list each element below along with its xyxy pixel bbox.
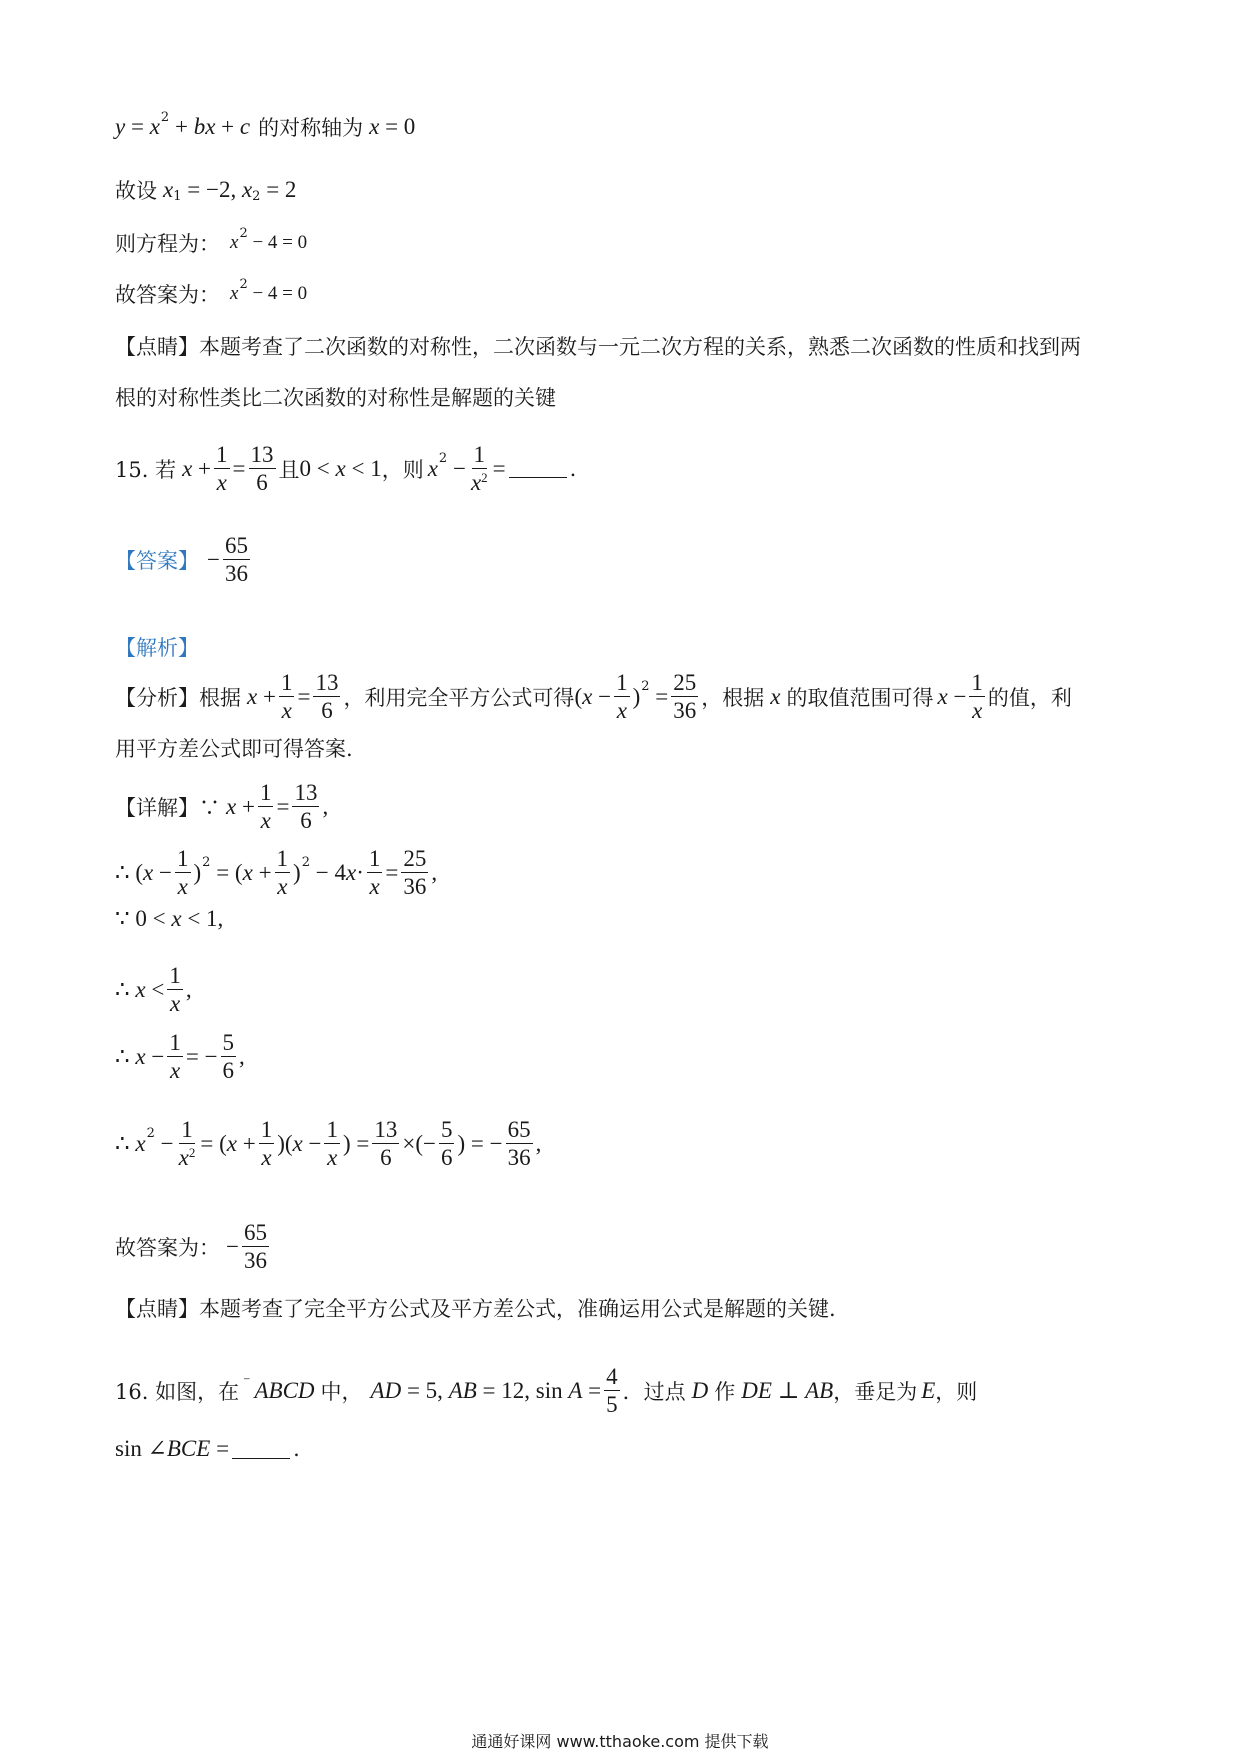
- question-15: 15. 若 x + $\frac{1}{x}$ = $\frac{13}{6}$ 且 0 < x < 1 ，则 x 2 − $\frac{1}{x^2}$ = .: [115, 442, 577, 496]
- answer-tag: 【答案】: [115, 548, 199, 573]
- line-assume-roots: 故设 x 1 = −2, x 2 = 2: [115, 177, 297, 204]
- line-symmetry-axis: y = x 2 + bx + c 的对称轴为 x = 0: [115, 109, 416, 140]
- text: 的对称轴为: [258, 116, 364, 140]
- fenxi-line2: 用平方差公式即可得答案.: [115, 737, 353, 761]
- answer-15: 【答案】 − $\frac{65}{36}$: [115, 533, 248, 587]
- question-number: 15. 若: [115, 457, 177, 482]
- line-answer-prev: 故答案为： x 2 − 4 = 0: [115, 276, 308, 307]
- question-16-line2: sin ∠ BCE = .: [115, 1436, 300, 1461]
- final-answer-15: 故答案为： − $\frac{65}{36}$: [115, 1220, 267, 1274]
- dianjing-15: 【点睛】本题考查了完全平方公式及平方差公式，准确运用公式是解题的关键.: [115, 1297, 836, 1321]
- detail-step-3: ∵ 0 < x < 1,: [115, 906, 224, 931]
- detail-step-2: ∴ ( x − $\frac{1}{x}$ ) 2 = ( x + $\frac{1}{x}$ ) 2 − 4 x · $\frac{1}{x}$ = $\frac{25}{36}$ ,: [115, 846, 438, 900]
- dianjing-14-line1: 【点睛】本题考查了二次函数的对称性，二次函数与一元二次方程的关系，熟悉二次函数的性质和找到两: [115, 335, 1081, 359]
- footer-watermark: 通通好课网 www.tthaoke.com 提供下载: [471, 1732, 769, 1751]
- text: ，则: [381, 457, 424, 482]
- detail-step-1: 【详解】∵ x + $\frac{1}{x}$ = $\frac{13}{6}$ ,: [115, 780, 329, 834]
- line-equation: 则方程为： x 2 − 4 = 0: [115, 225, 308, 256]
- detail-step-6: ∴ x 2 − $\frac{1}{x^2}$ = ( x + $\frac{1}{x}$ )( x − $\frac{1}{x}$ ) = $\frac{13}{6}$ ×(− $\frac{5}{6}$ ) = − $\frac{65}{36}$ ,: [115, 1117, 542, 1171]
- text: 故答案为：: [115, 283, 220, 307]
- answer-blank[interactable]: [232, 1440, 290, 1459]
- question-16: 16. 如图，在 ⁻ ABCD 中， AD = 5, AB = 12, sin A = $\frac{4}{5}$ ．过点 D 作 DE ⊥ AB ，垂足为 E ，则: [115, 1364, 978, 1418]
- answer-blank[interactable]: [509, 459, 567, 478]
- text: 故设: [115, 179, 157, 203]
- detail-step-5: ∴ x − $\frac{1}{x}$ = − $\frac{5}{6}$ ,: [115, 1030, 245, 1084]
- question-number: 16. 如图，在: [115, 1379, 240, 1404]
- text: 则方程为：: [115, 232, 220, 256]
- text: 且: [278, 457, 300, 482]
- detail-step-4: ∴ x < $\frac{1}{x}$ ,: [115, 963, 192, 1017]
- dianjing-14-line2: 根的对称性类比二次函数的对称性是解题的关键: [115, 386, 556, 410]
- analysis-tag: 【解析】: [115, 636, 199, 660]
- fenxi-line1: 【分析】根据 x + $\frac{1}{x}$ = $\frac{13}{6}$ ，利用完全平方公式可得 ( x − $\frac{1}{x}$ ) 2 = $\frac{25}{36}$ ，根据 x 的取值范围可得 x − $\frac{1}{x}$ 的值，利: [115, 670, 1072, 724]
